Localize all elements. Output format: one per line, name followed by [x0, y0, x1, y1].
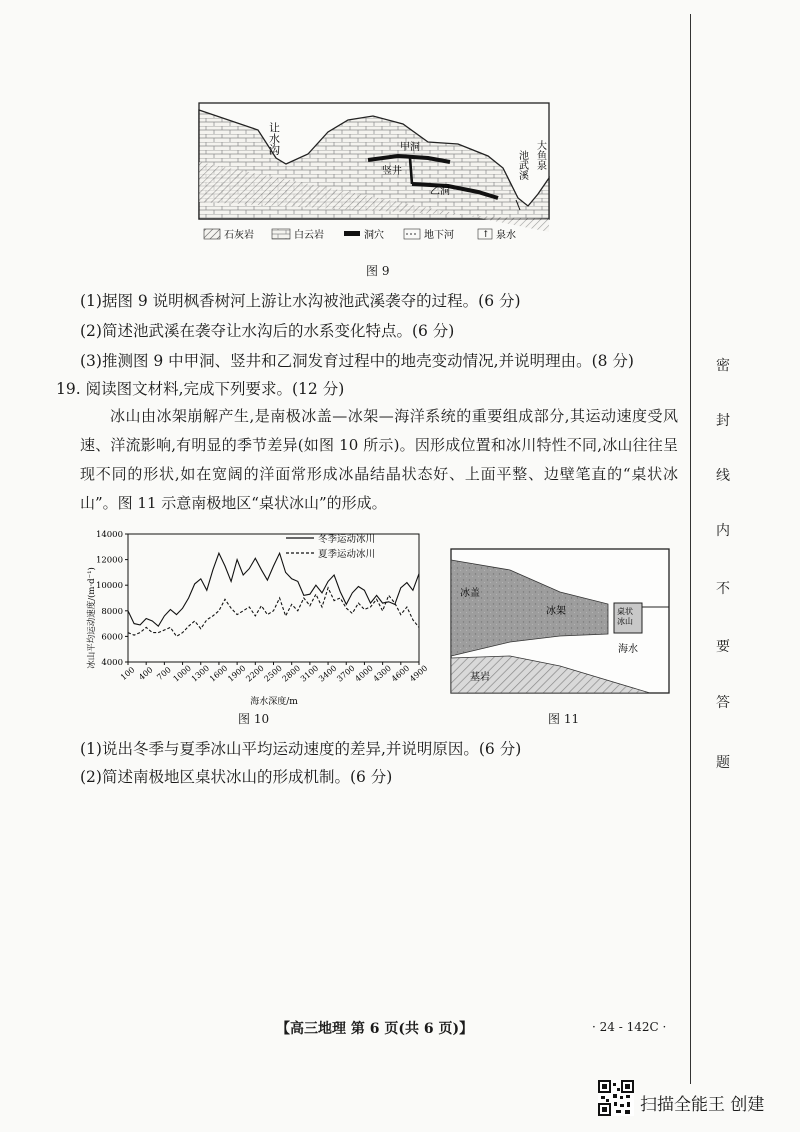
figure-10-line-chart [84, 520, 430, 710]
y-tick-label: 12000 [95, 555, 123, 566]
label-yidong: 乙洞 [430, 186, 450, 197]
x-tick-label: 4000 [353, 663, 375, 684]
seal-line [690, 14, 691, 1084]
label-bedrock: 基岩 [470, 672, 490, 683]
label-shujing: 竖井 [382, 166, 402, 177]
seal-char: 线 [716, 468, 730, 484]
label-sea-water: 海水 [618, 644, 638, 655]
seal-char: 内 [716, 523, 730, 539]
label-rangshuigou: 让水沟 [267, 122, 281, 155]
page-footer-title: 【高三地理 第 6 页(共 6 页)】 [276, 1021, 474, 1037]
chart-frame [128, 534, 419, 662]
x-tick-label: 1900 [226, 663, 248, 684]
figure-11-caption: 图 11 [548, 712, 580, 726]
chart-y-axis-label: 冰山平均运动速度/(m·d⁻¹) [87, 567, 97, 669]
label-ice-shelf: 冰架 [546, 606, 566, 617]
x-tick-label: 3100 [298, 663, 321, 684]
label-dayuquan: 大鱼泉 [534, 140, 546, 170]
series-line-winter [128, 553, 419, 626]
y-tick-label: 14000 [95, 530, 123, 540]
chart-x-axis-label: 海水深度/m [250, 697, 298, 707]
seal-char: 不 [716, 581, 730, 597]
seal-char: 题 [716, 755, 730, 771]
x-tick-label: 1000 [171, 663, 193, 684]
seal-char: 要 [716, 639, 730, 655]
y-tick-label: 4000 [101, 658, 123, 668]
page-footer-code: · 24 - 142C · [592, 1020, 667, 1034]
x-tick-label: 1300 [189, 663, 212, 684]
x-tick-label: 100 [118, 665, 137, 682]
spring-icon: ↑ [482, 230, 490, 240]
q19-heading: 19. 阅读图文材料,完成下列要求。(12 分) [56, 380, 345, 398]
label-tabular-iceberg: 桌状 冰山 [617, 607, 633, 626]
x-tick-label: 3700 [335, 663, 357, 684]
legend-spring: 泉水 [496, 230, 516, 241]
figure-9-legend [204, 228, 516, 241]
q19-material-paragraph: 冰山由冰架崩解产生,是南极冰盖—冰架—海洋系统的重要组成部分,其运动速度受风速、洋流影响,有明显的季节差异(如图 10 所示)。因形成位置和冰川特性不同,冰山往往呈现不同的形状,如在宽阔的洋面常形成冰晶结晶状态好、上面平整、边壁笔直的“桌状冰山”。图 11 示意南极地区“桌状冰山”的形成。 [80, 407, 678, 512]
y-tick-label: 10000 [95, 581, 123, 592]
x-tick-label: 2800 [280, 663, 303, 684]
seal-char: 封 [716, 413, 730, 429]
q18-item-2: (2)简述池武溪在袭夺让水沟后的水系变化特点。(6 分) [80, 322, 455, 340]
q19-item-1: (1)说出冬季与夏季冰山平均运动速度的差异,并说明原因。(6 分) [80, 740, 522, 758]
seal-char: 答 [716, 695, 730, 711]
legend-underground-river: 地下河 [424, 230, 454, 241]
q19-item-2: (2)简述南极地区桌状冰山的形成机制。(6 分) [80, 768, 393, 786]
label-chiwuxi: 池武溪 [516, 150, 528, 180]
figure-11-iceberg-diagram [450, 548, 670, 696]
label-jiadong: 甲洞 [400, 142, 420, 153]
series-line-summer [128, 588, 419, 637]
x-tick-label: 2500 [262, 663, 284, 684]
x-tick-label: 400 [137, 665, 155, 682]
q18-item-1: (1)据图 9 说明枫香树河上游让水沟被池武溪袭夺的过程。(6 分) [80, 292, 521, 310]
legend-summer-series: 夏季运动冰川 [318, 549, 376, 560]
figure-9-cross-section [198, 102, 550, 252]
x-tick-label: 700 [155, 665, 173, 682]
x-tick-label: 1600 [207, 663, 230, 684]
x-tick-label: 4300 [371, 663, 393, 684]
y-tick-label: 8000 [101, 606, 123, 617]
figure-10-caption: 图 10 [238, 712, 270, 726]
scanner-watermark-text: 扫描全能王 创建 [640, 1095, 765, 1115]
figure-9-caption: 图 9 [366, 264, 390, 278]
x-tick-label: 2200 [244, 663, 266, 684]
qr-code-icon [598, 1080, 634, 1116]
seal-char: 密 [716, 358, 730, 374]
legend-winter-series: 冬季运动冰川 [318, 534, 376, 545]
legend-cave: 洞穴 [364, 230, 384, 241]
x-tick-label: 4600 [389, 663, 412, 684]
x-tick-label: 4900 [407, 663, 430, 684]
legend-dolomite: 白云岩 [294, 230, 324, 241]
chart-legend [286, 533, 375, 560]
y-tick-label: 6000 [101, 632, 123, 643]
legend-limestone: 石灰岩 [224, 230, 254, 241]
label-ice-sheet: 冰盖 [460, 588, 480, 599]
q18-item-3: (3)推测图 9 中甲洞、竖井和乙洞发育过程中的地壳变动情况,并说明理由。(8 分) [80, 352, 634, 370]
x-tick-label: 3400 [317, 663, 339, 684]
